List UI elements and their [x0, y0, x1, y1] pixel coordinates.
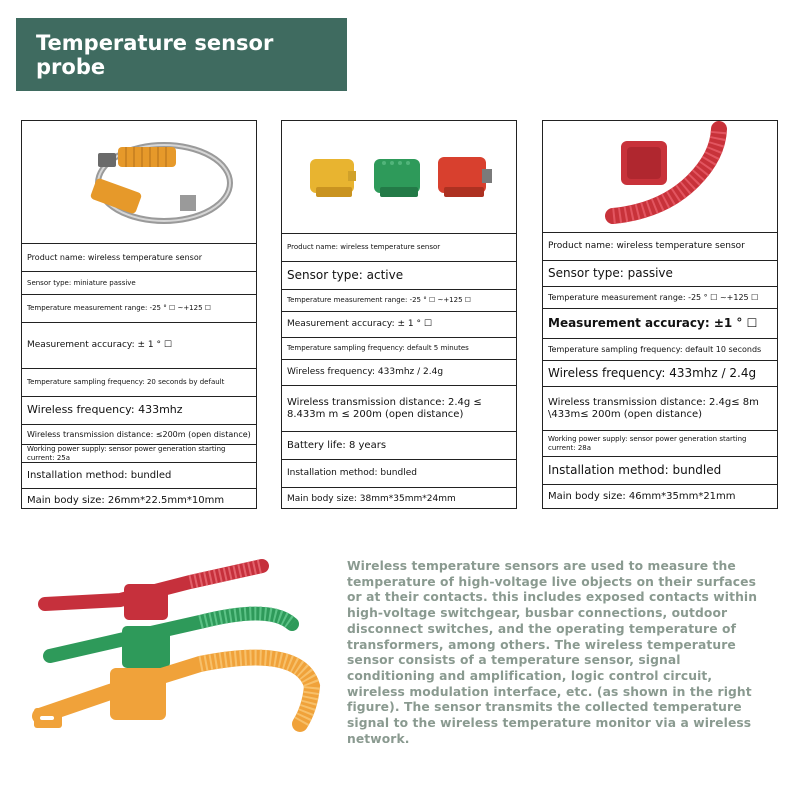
spec-wireless-frequency: Wireless frequency: 433mhz / 2.4g	[543, 361, 777, 387]
spec-power-supply: Working power supply: sensor power generation starting current: 25a	[22, 445, 256, 463]
spec-body-size: Main body size: 46mm*35mm*21mm	[548, 490, 736, 502]
spec-body-size: Main body size: 38mm*35mm*24mm	[287, 493, 456, 504]
spec-measurement-accuracy: Measurement accuracy: ±1 ° ☐	[543, 309, 777, 339]
spec-sensor-type: Sensor type: miniature passive	[22, 272, 256, 295]
spec-measurement-accuracy: Measurement accuracy: ± 1 ° ☐	[282, 312, 516, 338]
spec-temperature-range: Temperature measurement range: -25 ° ☐ ~+125 ☐	[22, 295, 256, 323]
spec-temperature-range: Temperature measurement range: -25 ° ☐ ~+125 ☐	[282, 290, 516, 312]
product-photo-clamp-sensor	[22, 121, 256, 244]
spec-wireless-frequency: Wireless frequency: 433mhz / 2.4g	[282, 360, 516, 386]
spec-installation-method: Installation method: bundled	[22, 463, 256, 489]
spec-sampling-frequency: Temperature sampling frequency: default 5 minutes	[282, 338, 516, 360]
spec-product-name: Product name: wireless temperature sensor	[22, 244, 256, 272]
product-card-miniature-passive	[21, 120, 257, 509]
spec-sampling-frequency: Temperature sampling frequency: 20 seconds by default	[22, 369, 256, 397]
page-banner	[16, 18, 347, 91]
spec-installation-method: Installation method: bundled	[282, 460, 516, 488]
spec-sensor-type: Sensor type: passive	[543, 261, 777, 287]
product-card-active	[281, 120, 517, 509]
spec-body-size: Main body size: 26mm*22.5mm*10mm	[27, 495, 225, 507]
spec-power-supply: Working power supply: sensor power generation starting current: 28a	[543, 431, 777, 457]
spec-measurement-accuracy: Measurement accuracy: ± 1 ° ☐	[22, 323, 256, 369]
product-card-passive	[542, 120, 778, 509]
spec-transmission-distance: Wireless transmission distance: ≤200m (open distance)	[22, 425, 256, 445]
spec-product-name: Product name: wireless temperature sensor	[282, 234, 516, 262]
spec-transmission-distance: Wireless transmission distance: 2.4g ≤ 8.433m m ≤ 200m (open distance)	[282, 386, 516, 432]
product-description: Wireless temperature sensors are used to measure the temperature of high-voltage live objects on their surfaces or at their contacts. this includes exposed contacts within high-voltage switchgear, busbar connections, outdoor disconnect switches, and the operating temperature of transformers, among others. The wireless temperature sensor consists of a temperature sensor, signal conditioning and amplification, logic control circuit, wireless modulation interface, etc. (as shown in the right figure). The sensor transmits the collected temperature signal to the wireless temperature monitor via a wireless network.	[347, 559, 758, 746]
spec-installation-method: Installation method: bundled	[543, 457, 777, 485]
page-title: Temperature sensor probe	[36, 30, 274, 79]
spec-wireless-frequency: Wireless frequency: 433mhz	[22, 397, 256, 425]
product-photo-three-sensors	[282, 121, 516, 234]
spec-temperature-range: Temperature measurement range: -25 ° ☐ ~+125 ☐	[543, 287, 777, 309]
spec-product-name: Product name: wireless temperature sensor	[543, 233, 777, 261]
product-photo-strap-sensors	[30, 548, 330, 738]
spec-sensor-type: Sensor type: active	[282, 262, 516, 290]
spec-battery-life: Battery life: 8 years	[282, 432, 516, 460]
spec-transmission-distance: Wireless transmission distance: 2.4g≤ 8m \433m≤ 200m (open distance)	[543, 387, 777, 431]
product-photo-red-strap-sensor	[543, 121, 777, 233]
spec-sampling-frequency: Temperature sampling frequency: default 10 seconds	[543, 339, 777, 361]
